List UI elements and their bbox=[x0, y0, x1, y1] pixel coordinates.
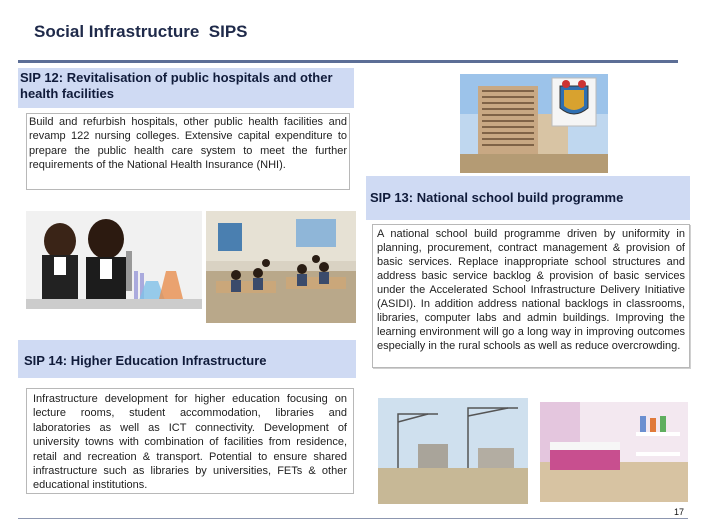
sip14-heading bbox=[18, 340, 356, 378]
sip13-body-text: A national school build programme driven by uniformity in planning, procurement, contract management & provision of basic services. Replace inappropriate school structures and address basic service backlog & provision of basic services under the Accelerated School Infrastructure Delivery Initiative (ASIDI). In addition address national backlogs in classrooms, libraries, computer labs and admin buildings. Improving the learning environment will go a long way in improving outcomes especially in the rural schools as well as reduce overcrowding. bbox=[377, 228, 685, 352]
hospital-building-photo bbox=[460, 74, 608, 173]
sip12-heading bbox=[18, 68, 354, 108]
sip14-body-text: Infrastructure development for higher education focusing on lecture rooms, student accommodation, libraries and laboratories as well as ICT connectivity. Development of university towns with combination of facilities from residence, retail and recreation & transport. Potential to ensure shared infrastructure such as libraries by universities, FETs & other educational institutions. bbox=[33, 393, 347, 492]
title-divider bbox=[18, 60, 678, 63]
slide-title: Social Infrastructure SIPS bbox=[34, 22, 248, 41]
sip13-heading bbox=[366, 176, 690, 220]
sip14-body bbox=[26, 388, 354, 494]
student-dorm-room-photo bbox=[540, 402, 688, 502]
sip12-heading-text: SIP 12: Revitalisation of public hospitals and other health facilities bbox=[20, 70, 333, 101]
sip13-body bbox=[372, 224, 690, 368]
page-number: 17 bbox=[673, 507, 684, 517]
sip12-body bbox=[26, 113, 350, 190]
classroom-photo bbox=[206, 211, 356, 323]
footer-divider bbox=[18, 518, 688, 519]
sip14-heading-text: SIP 14: Higher Education Infrastructure bbox=[24, 353, 267, 368]
construction-site-photo bbox=[378, 398, 528, 504]
sip13-heading-text: SIP 13: National school build programme bbox=[370, 190, 624, 205]
students-laboratory-photo bbox=[26, 211, 202, 309]
sip12-body-text: Build and refurbish hospitals, other public health facilities and revamp 122 nursing colleges. Extensive capital expenditure to prepare the public health care system to meet the further requirements of the National Health Insurance (NHI). bbox=[29, 116, 347, 172]
